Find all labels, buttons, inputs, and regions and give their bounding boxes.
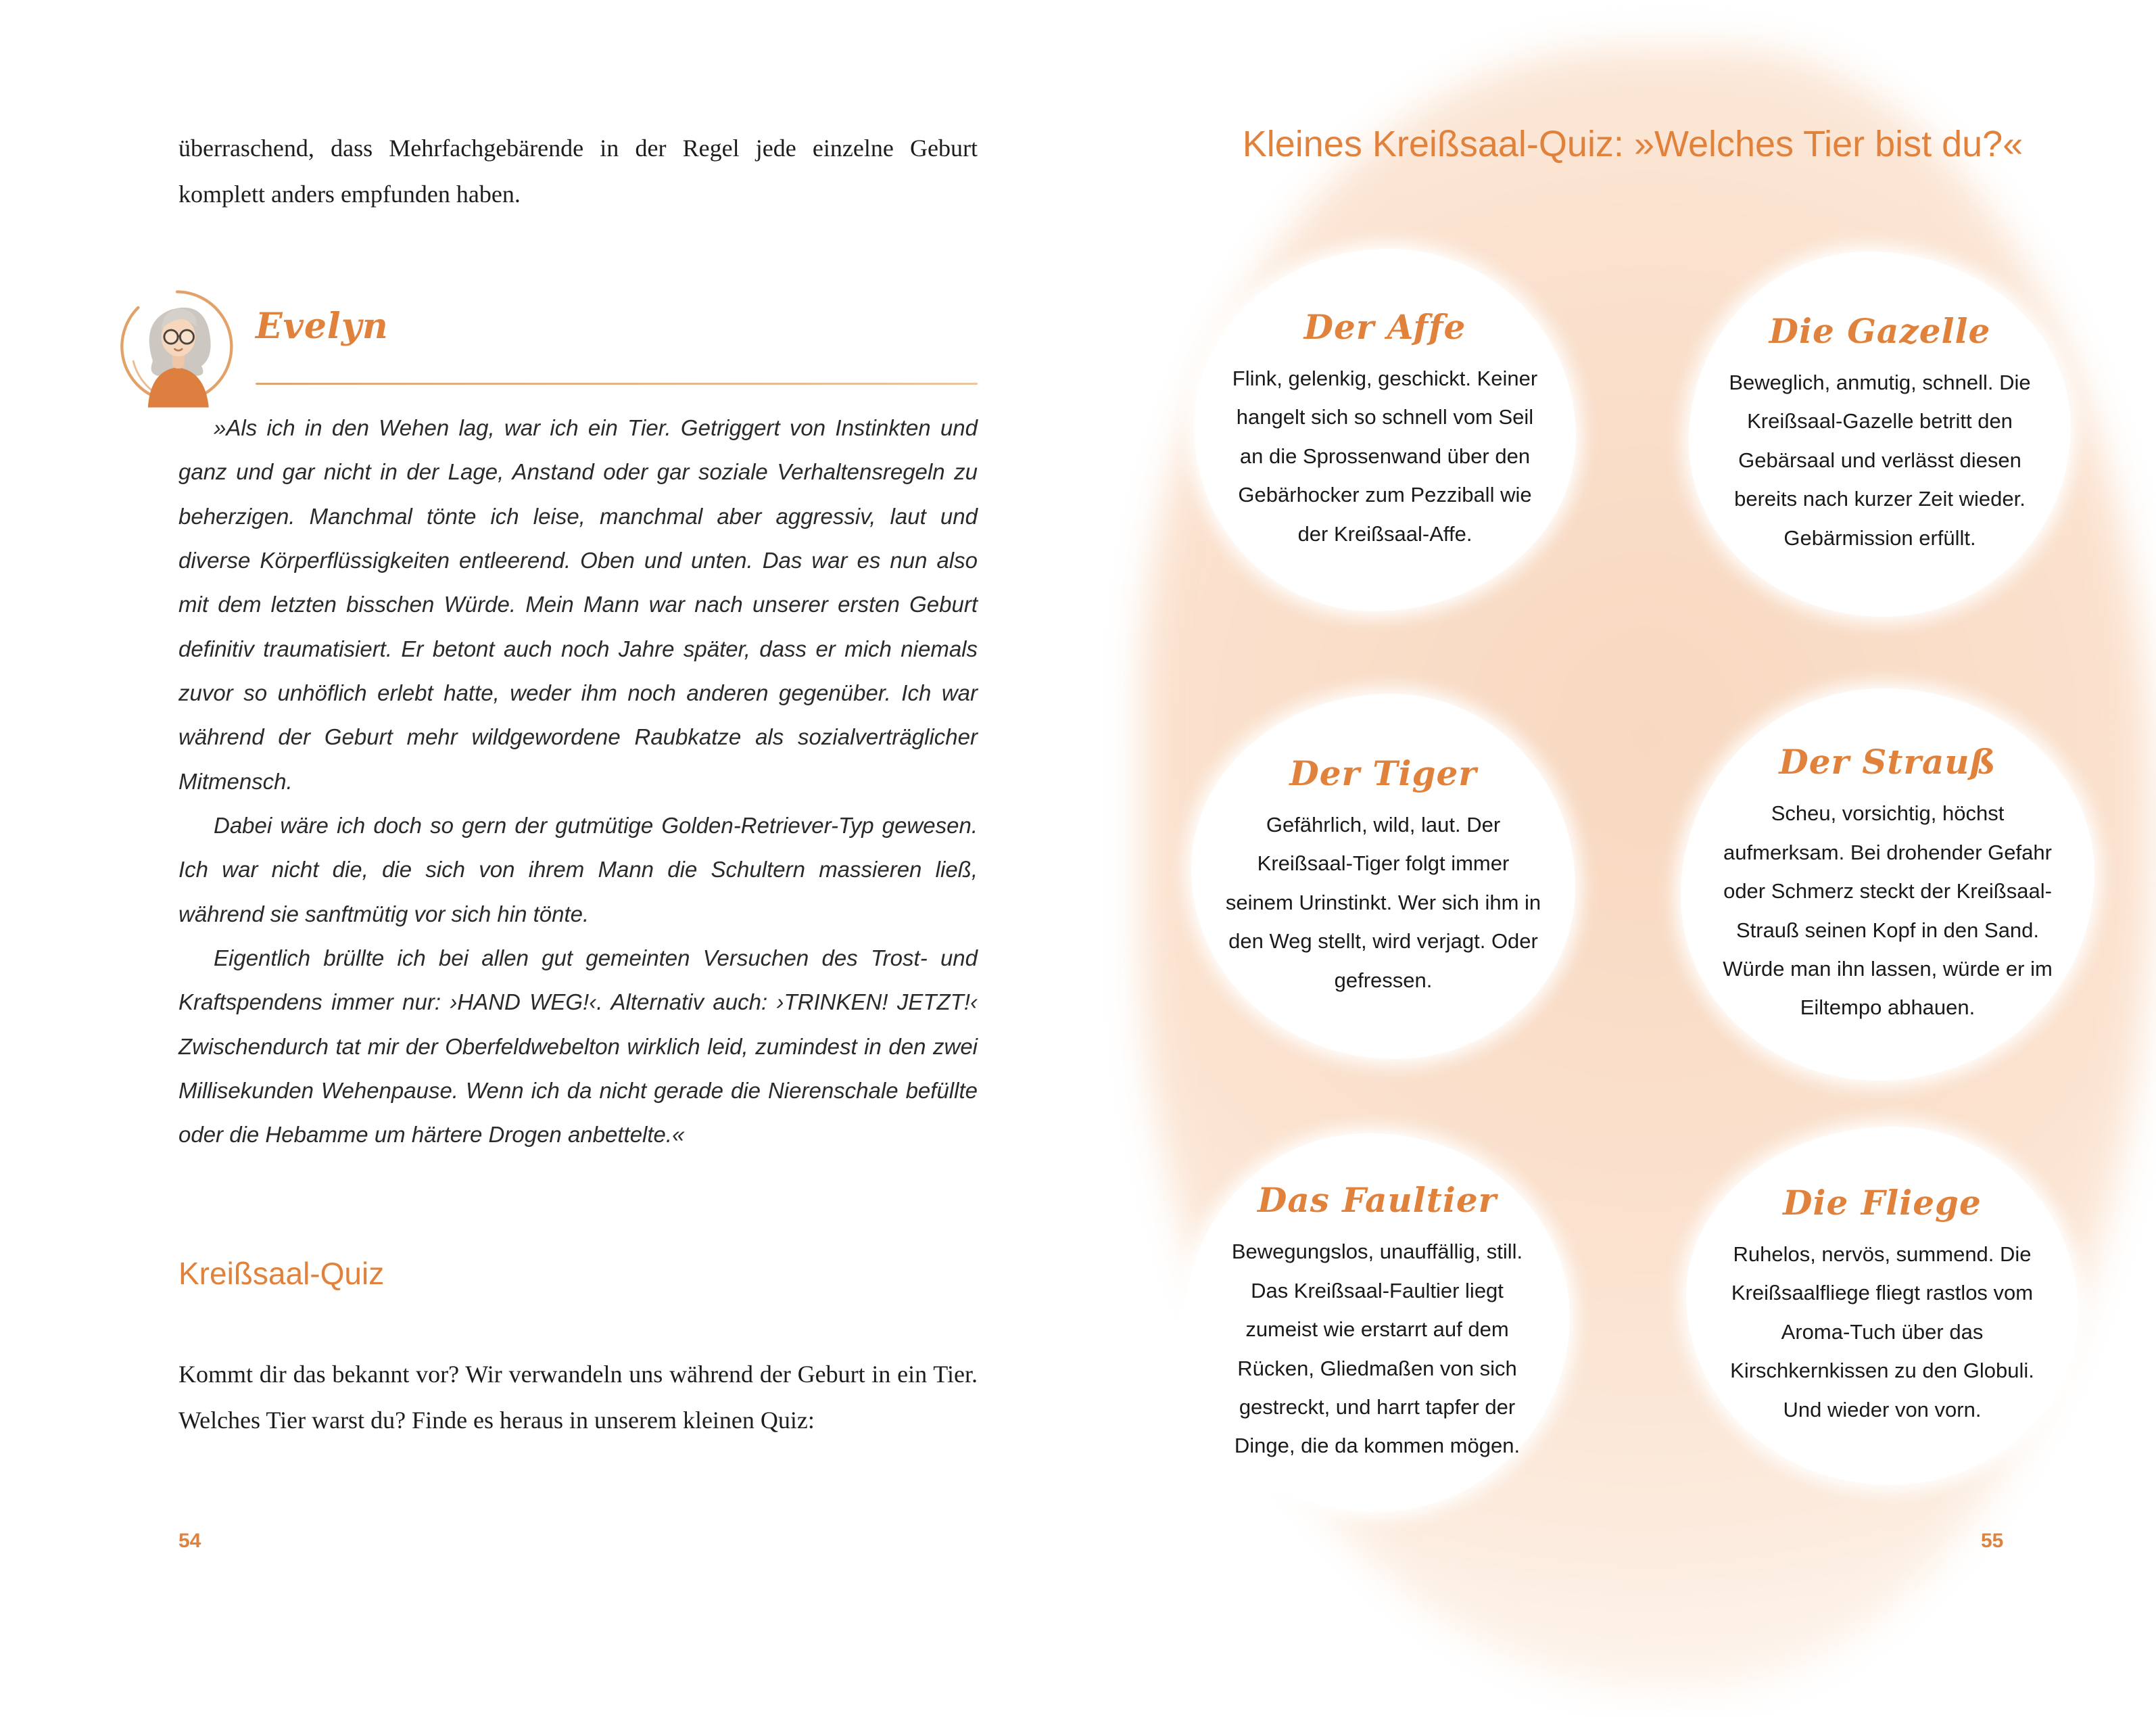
quiz-card-gazelle	[1689, 252, 2071, 617]
testimonial-quote	[178, 406, 978, 1157]
testimonial-paragraph: Dabei wäre ich doch so gern der gutmütige Golden-Retriever-Typ gewesen. Ich war nicht die, die sich von ihrem Mann die Schultern massieren ließ, während sie sanftmütig vor sich hin tönte.	[178, 812, 978, 926]
quiz-card-title: Das Faultier	[1257, 1180, 1498, 1221]
quiz-card-title: Der Tiger	[1289, 753, 1477, 794]
speaker-name: Evelyn	[256, 306, 389, 347]
testimonial-paragraph: »Als ich in den Wehen lag, war ich ein Tier. Getriggert von Instinkten und ganz und gar nicht in der Lage, Anstand oder gar soziale Verhaltensregeln zu beherzigen. Manchmal tönte ich leise, manchmal aber aggressiv, laut und diverse Körperflüssigkeiten entleerend. Oben und unten. Das war es nun also mit dem letzten bisschen Würde. Mein Mann war nach unserer ersten Geburt definitiv traumatisiert. Er betont auch noch Jahre später, dass er mich niemals zuvor so unhöflich erlebt hatte, weder ihm noch anderen gegenüber. Ich war während der Geburt mehr wildgewordene Raubkatze als sozialverträglicher Mitmensch.	[178, 415, 978, 794]
testimonial-paragraph: Eigentlich brüllte ich bei allen gut gemeinten Versuchen des Trost- und Kraftspendens immer nur: ›HAND WEG!‹. Alternativ auch: ›TRINKEN! JETZT!‹ Zwischendurch tat mir der Oberfeldwebelton wirklich leid, zumindest in den zwei Millisekunden Wehenpause. Wenn ich da nicht gerade die Nierenschale befüllte oder die Hebamme um härtere Drogen anbettelte.«	[178, 945, 978, 1148]
page-number-right: 55	[1981, 1530, 2004, 1552]
speaker-divider	[256, 383, 978, 385]
quiz-card-affe	[1194, 249, 1576, 611]
quiz-title: Kleines Kreißsaal-Quiz: »Welches Tier bist du?«	[1242, 124, 2023, 164]
quiz-card-faultier	[1184, 1133, 1570, 1512]
quiz-card-text: Bewegungslos, unauffällig, still. Das Kreißsaal-Faultier liegt zumeist wie erstarrt auf dem Rücken, Gliedmaßen von sich gestreckt, und harrt tapfer der Dinge, die da kommen mögen.	[1231, 1240, 1523, 1458]
intro-paragraph: überraschend, dass Mehrfachgebärende in der Regel jede einzelne Geburt komplett anders empfunden haben.	[178, 135, 978, 208]
quiz-card-text: Scheu, vorsichtig, höchst aufmerksam. Bei drohender Gefahr oder Schmerz steckt der Kreißsaal-Strauß seinen Kopf in den Sand. Würde man ihn lassen, würde er im Eiltempo abhauen.	[1723, 801, 2053, 1020]
quiz-card-text: Flink, gelenkig, geschickt. Keiner hangelt sich so schnell vom Seil an die Sprossenwand über den Gebärhocker zum Pezziball wie der Kreißsaal-Affe.	[1232, 367, 1538, 546]
avatar-illustration-icon	[116, 284, 238, 409]
page-number-left: 54	[178, 1530, 201, 1552]
outro-paragraph: Kommt dir das bekannt vor? Wir verwandeln uns während der Geburt in ein Tier. Welches Tier warst du? Finde es heraus in unserem kleinen Quiz:	[178, 1361, 978, 1434]
quiz-card-strauss	[1681, 688, 2094, 1081]
quiz-card-title: Die Fliege	[1783, 1183, 1982, 1223]
quiz-card-title: Die Gazelle	[1769, 311, 1991, 352]
section-heading: Kreißsaal-Quiz	[178, 1256, 385, 1291]
quiz-card-text: Ruhelos, nervös, summend. Die Kreißsaalfliege fliegt rastlos vom Aroma-Tuch über das Kirschkernkissen zu den Globuli. Und wieder von vorn.	[1730, 1242, 2034, 1421]
quiz-card-text: Beweglich, anmutig, schnell. Die Kreißsaal-Gazelle betritt den Gebärsaal und verlässt diesen bereits nach kurzer Zeit wieder. Gebärmission erfüllt.	[1729, 371, 2031, 550]
quiz-card-title: Der Strauß	[1779, 742, 1996, 782]
quiz-card-text: Gefährlich, wild, laut. Der Kreißsaal-Tiger folgt immer seinem Urinstinkt. Wer sich ihm in den Weg stellt, wird verjagt. Oder gefressen.	[1225, 813, 1541, 992]
speaker-avatar	[116, 284, 238, 409]
quiz-card-title: Der Affe	[1303, 307, 1466, 348]
